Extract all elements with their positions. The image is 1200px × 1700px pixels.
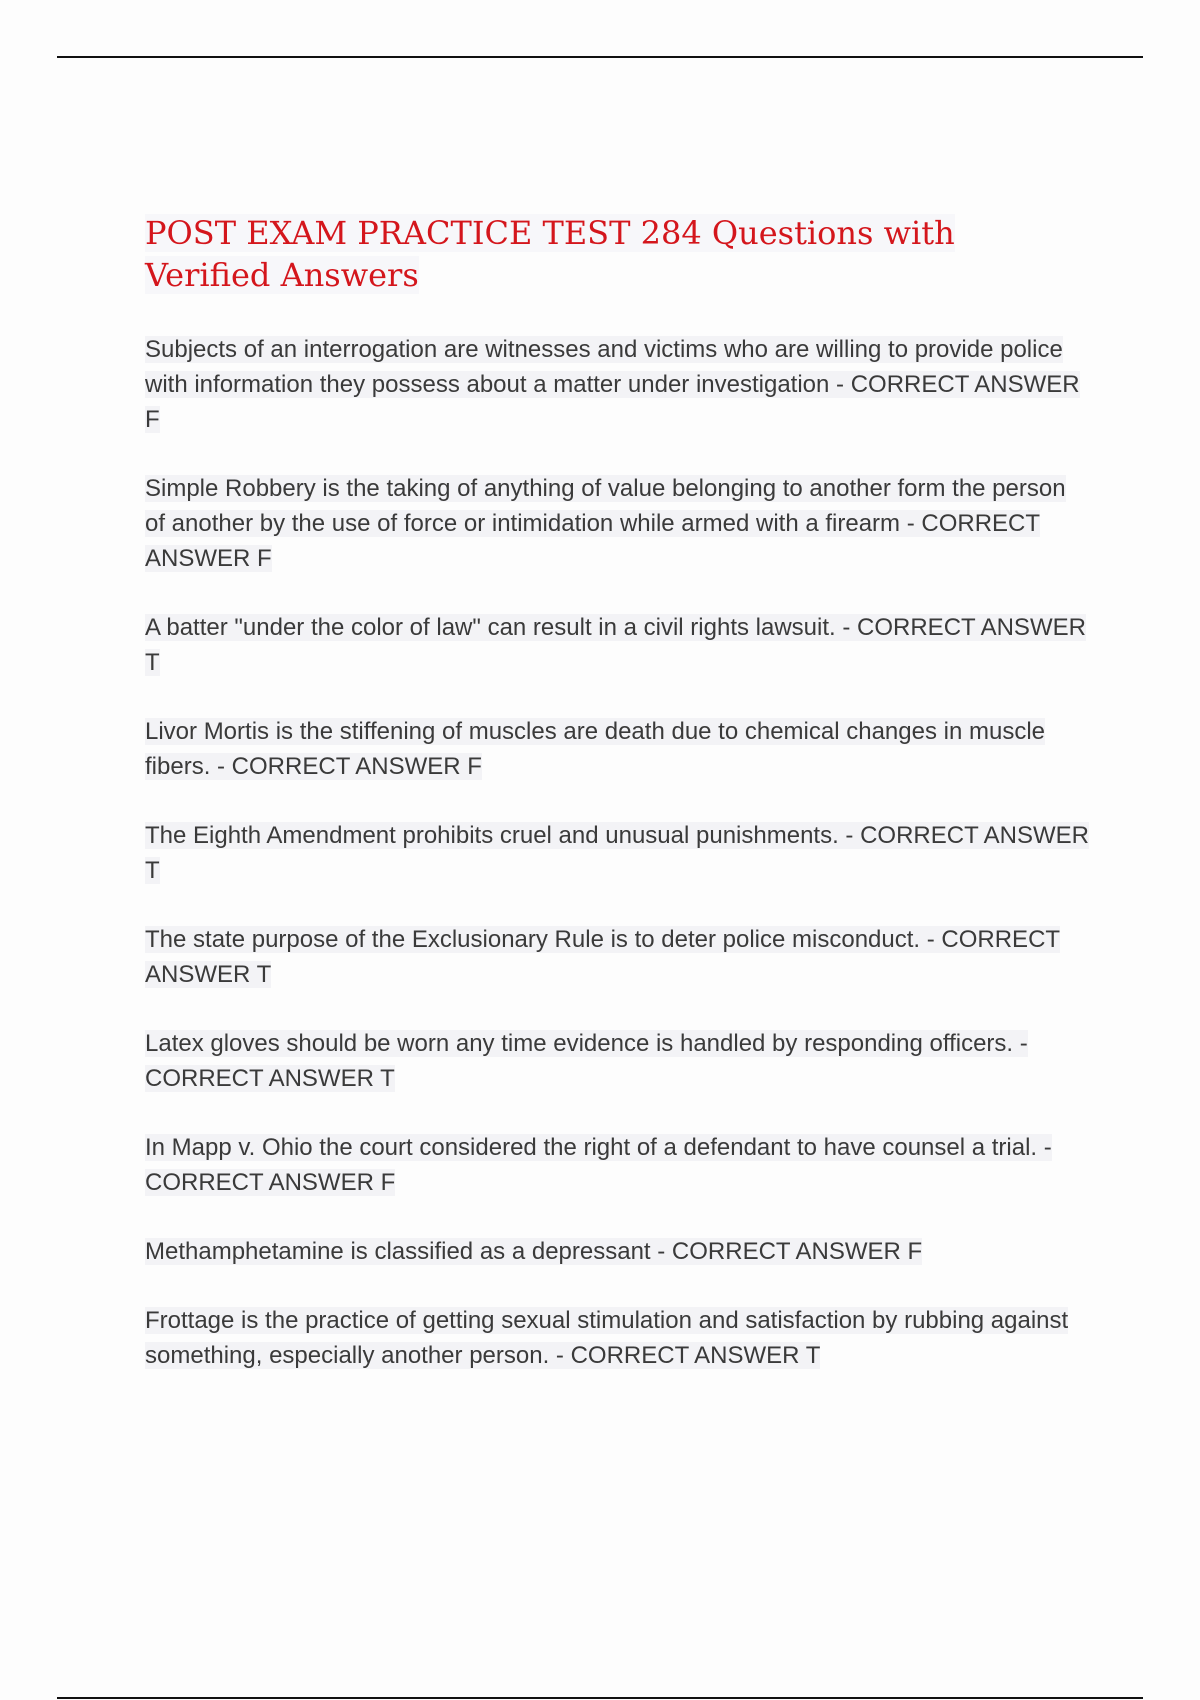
question-text: Methamphetamine is classified as a depressant - CORRECT ANSWER F: [145, 1238, 923, 1265]
title-block: [145, 212, 1045, 296]
question-item: [145, 1234, 1090, 1269]
question-item: [145, 818, 1090, 888]
question-item: [145, 1026, 1090, 1096]
top-divider: [57, 56, 1143, 58]
question-item: [145, 471, 1090, 576]
question-text: Simple Robbery is the taking of anything of value belonging to another form the person of another by the use of force or intimidation while armed with a firearm - CORRECT ANSWER F: [145, 475, 1066, 572]
document-title: POST EXAM PRACTICE TEST 284 Questions with Verified Answers: [145, 214, 955, 294]
question-text: In Mapp v. Ohio the court considered the right of a defendant to have counsel a trial. - CORRECT ANSWER F: [145, 1134, 1052, 1196]
question-item: [145, 1303, 1090, 1373]
question-text: A batter "under the color of law" can result in a civil rights lawsuit. - CORRECT ANSWER T: [145, 614, 1086, 676]
question-text: The Eighth Amendment prohibits cruel and unusual punishments. - CORRECT ANSWER T: [145, 822, 1089, 884]
bottom-divider: [57, 1697, 1143, 1699]
question-item: [145, 1130, 1090, 1200]
question-text: Subjects of an interrogation are witnesses and victims who are willing to provide police with information they possess about a matter under investigation - CORRECT ANSWER F: [145, 336, 1080, 433]
document-body: [145, 212, 1090, 1407]
question-text: The state purpose of the Exclusionary Rule is to deter police misconduct. - CORRECT ANSWER T: [145, 926, 1061, 988]
question-text: Frottage is the practice of getting sexual stimulation and satisfaction by rubbing against something, especially another person. - CORRECT ANSWER T: [145, 1307, 1069, 1369]
question-item: [145, 714, 1090, 784]
question-text: Latex gloves should be worn any time evidence is handled by responding officers. - CORRECT ANSWER T: [145, 1030, 1028, 1092]
question-item: [145, 922, 1090, 992]
question-text: Livor Mortis is the stiffening of muscles are death due to chemical changes in muscle fibers. - CORRECT ANSWER F: [145, 718, 1045, 780]
question-item: [145, 610, 1090, 680]
question-item: [145, 332, 1090, 437]
